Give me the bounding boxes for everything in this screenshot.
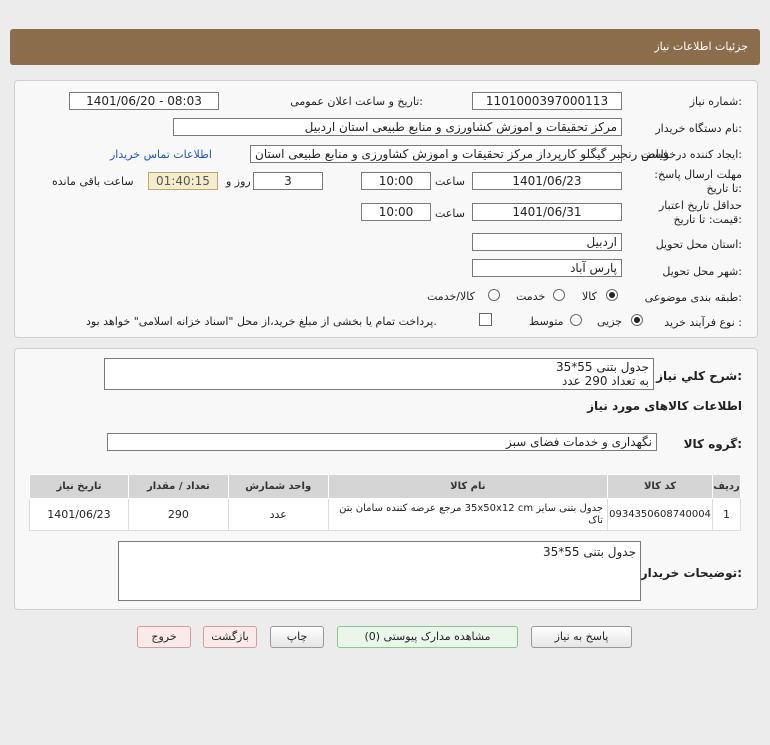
cell-date: 1401/06/23 — [30, 499, 129, 531]
category-service-label: خدمت — [516, 290, 546, 303]
price-date-field: 1401/06/31 — [472, 203, 622, 221]
buyer-org-label: نام دستگاه خریدار: — [655, 122, 742, 135]
cell-code: 0934350608740004 — [608, 499, 713, 531]
city-field: پارس آباد — [472, 259, 622, 277]
cell-row-number: 1 — [713, 499, 741, 531]
reply-date-field: 1401/06/23 — [472, 172, 622, 190]
buyer-org-field: مرکز تحقیقات و اموزش کشاورزی و منابع طبیعی استان اردبیل — [173, 118, 622, 136]
table-row — [30, 499, 741, 531]
summary-line-1: جدول بتنی 55*35 — [555, 360, 649, 374]
process-medium-label: متوسط — [529, 315, 564, 328]
category-both-label: کالا/خدمت — [427, 290, 475, 303]
page-title: جزئیات اطلاعات نیاز — [654, 40, 748, 53]
process-partial-label: جزیی — [597, 315, 623, 328]
province-label: استان محل تحویل: — [655, 238, 742, 251]
process-label: نوع فرآیند خرید : — [664, 316, 742, 329]
back-button[interactable]: بازگشت — [203, 626, 257, 648]
attachments-button[interactable]: مشاهده مدارک پیوستی (0) — [337, 626, 518, 648]
price-time-label: ساعت — [435, 207, 465, 220]
need-number-label: شماره نیاز: — [689, 95, 742, 108]
buyer-notes-field: جدول بتنی 55*35 — [118, 541, 641, 601]
col-header-date: تاریخ نیاز — [30, 475, 129, 499]
print-button[interactable]: چاپ — [270, 626, 324, 648]
col-header-code: کد کالا — [608, 475, 713, 499]
announce-field: 1401/06/20 - 08:03 — [69, 92, 219, 110]
cell-quantity: 290 — [128, 499, 228, 531]
page-header — [10, 29, 760, 65]
col-header-quantity: تعداد / مقدار — [128, 475, 228, 499]
creator-label: ایجاد کننده درخواست: — [640, 148, 742, 161]
province-field: اردبیل — [472, 233, 622, 251]
price-time-field: 10:00 — [361, 203, 431, 221]
remaining-time-field: 01:40:15 — [148, 172, 218, 190]
treasury-payment-checkbox[interactable] — [479, 313, 492, 326]
creator-field: فیاض رنجبر گیگلو کارپرداز مرکز تحقیقات و اموزش کشاورزی و منابع طبیعی استان — [250, 145, 622, 163]
col-header-unit: واحد شمارش — [228, 475, 328, 499]
contact-buyer-link[interactable]: اطلاعات تماس خریدار — [110, 148, 212, 161]
day-and-label: روز و — [226, 175, 251, 188]
summary-label: شرح كلي نياز: — [656, 369, 742, 383]
category-radio-goods[interactable] — [606, 289, 618, 301]
price-validity-label: حداقل تاریخ اعتبار قیمت: تا تاریخ: — [658, 199, 742, 226]
reply-button[interactable]: پاسخ به نیاز — [531, 626, 632, 648]
goods-group-field: نگهداری و خدمات فضای سبز — [107, 433, 657, 451]
category-label: طبقه بندی موضوعی: — [644, 291, 742, 304]
exit-button[interactable]: خروج — [137, 626, 191, 648]
goods-info-title: اطلاعات کالاهای مورد نیاز — [587, 399, 742, 413]
need-number-field: 1101000397000113 — [472, 92, 622, 110]
process-radio-medium[interactable] — [570, 314, 582, 326]
category-radio-both[interactable] — [488, 289, 500, 301]
cell-name: جدول بتنی سایز 35x50x12 cm مرجع عرضه کننده سامان بتن تاک — [328, 499, 607, 531]
table-header-row — [30, 475, 741, 499]
days-field: 3 — [253, 172, 323, 190]
reply-time-label: ساعت — [435, 175, 465, 188]
summary-field — [104, 358, 654, 390]
category-goods-label: کالا — [582, 290, 597, 303]
announce-label: تاریخ و ساعت اعلان عمومی: — [290, 95, 423, 108]
city-label: شهر محل تحویل: — [662, 265, 742, 278]
treasury-payment-note: پرداخت تمام یا بخشی از مبلغ خرید،از محل "اسناد خزانه اسلامی" خواهد بود. — [86, 315, 437, 328]
process-radio-partial[interactable] — [631, 314, 643, 326]
col-header-name: نام کالا — [328, 475, 607, 499]
category-radio-service[interactable] — [553, 289, 565, 301]
cell-unit: عدد — [228, 499, 328, 531]
remaining-label: ساعت باقی مانده — [52, 175, 134, 188]
reply-time-field: 10:00 — [361, 172, 431, 190]
summary-line-2: به تعداد 290 عدد — [561, 374, 649, 388]
goods-table — [29, 474, 741, 531]
buyer-notes-label: توضیحات خریدار: — [640, 566, 742, 580]
col-header-row-number: ردیف — [713, 475, 741, 499]
reply-deadline-label: مهلت ارسال پاسخ: تا تاریخ: — [654, 168, 742, 195]
goods-group-label: گروه کالا: — [683, 437, 742, 451]
